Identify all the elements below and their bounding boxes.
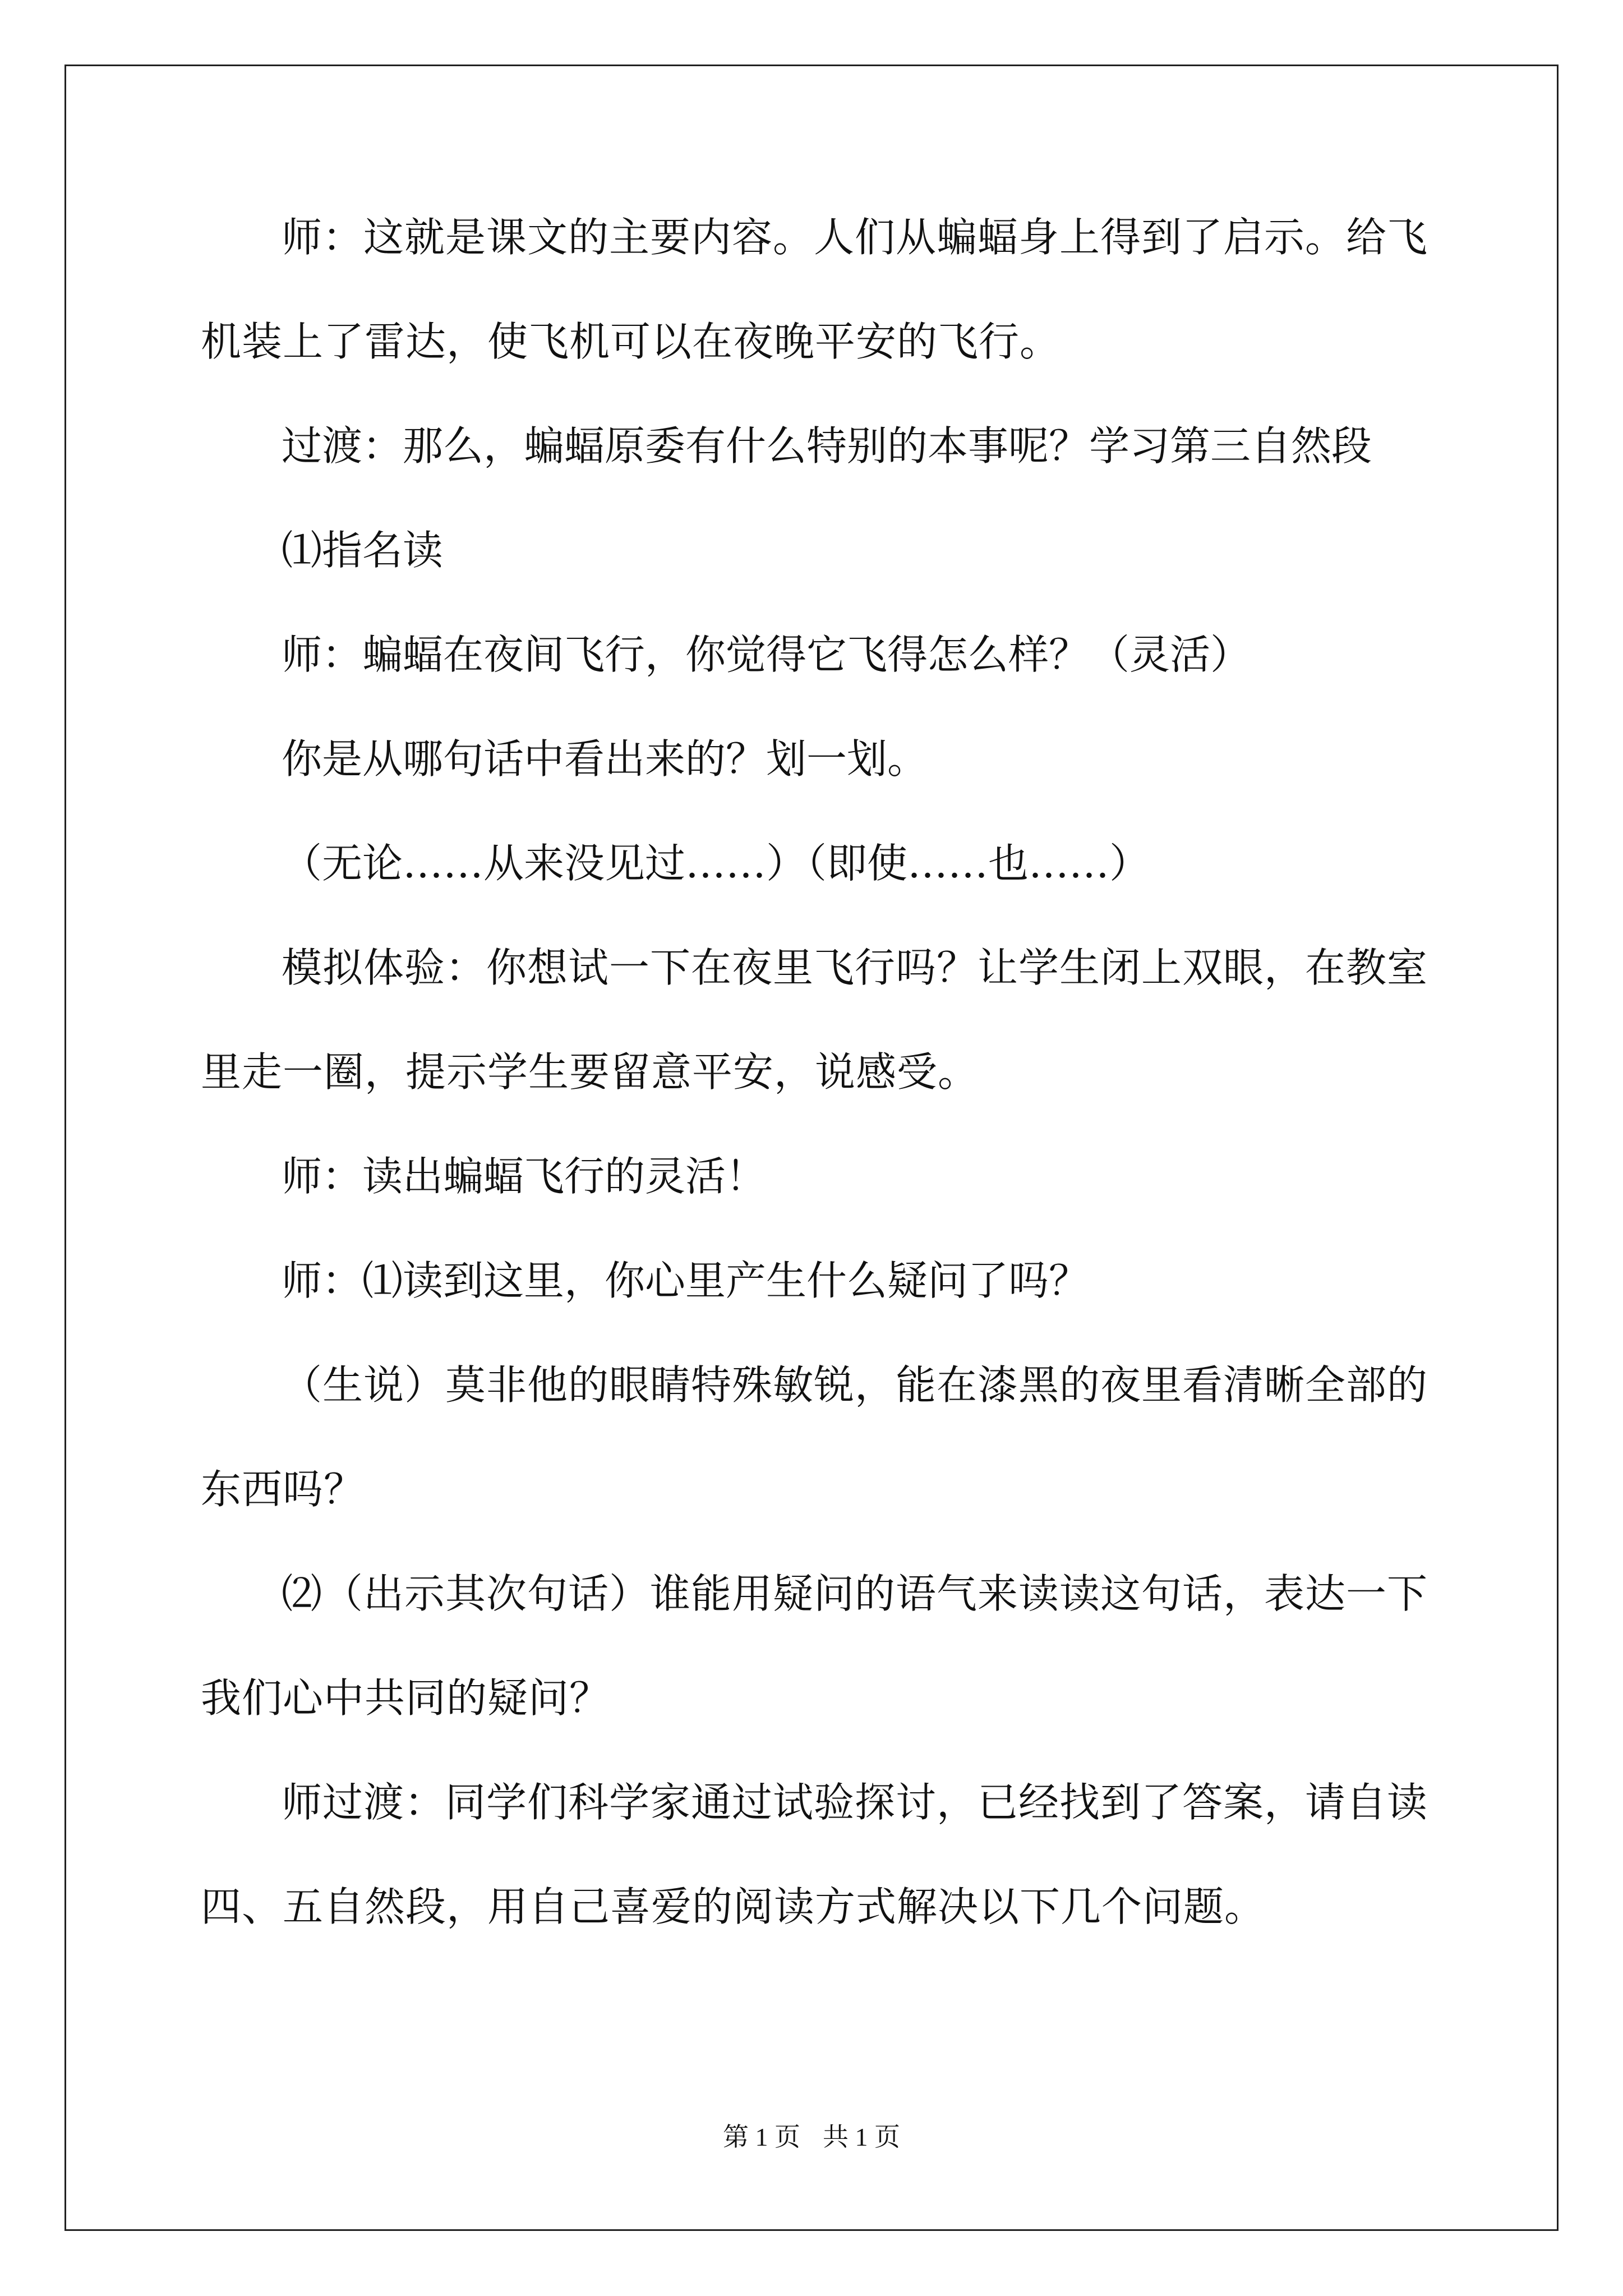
paragraph: 你是从哪句话中看出来的？划一划。 bbox=[282, 735, 928, 783]
paragraph: 模拟体验：你想试一下在夜里飞行吗？让学生闭上双眼，在教室里走一圈，提示学生要留意平安，说感受。 bbox=[201, 944, 1428, 1096]
paragraph: 过渡：那么，蝙蝠原委有什么特别的本事呢？学习第三自然段 bbox=[282, 422, 1372, 470]
paragraph: 师：蝙蝠在夜间飞行，你觉得它飞得怎么样？（灵活） bbox=[282, 631, 1251, 678]
paragraph: （无论……从来没见过……）（即使……也……） bbox=[282, 840, 1150, 887]
paragraph: 师过渡：同学们科学家通过试验探讨，已经找到了答案，请自读四、五自然段，用自己喜爱的阅读方式解决以下几个问题。 bbox=[201, 1779, 1428, 1930]
paragraph: 师：⑴读到这里，你心里产生什么疑问了吗？ bbox=[282, 1257, 1090, 1304]
paragraph: ⑵（出示其次句话）谁能用疑问的语气来读读这句话，表达一下我们心中共同的疑问？ bbox=[201, 1570, 1428, 1722]
page-number: 第 1 页 bbox=[723, 2123, 800, 2151]
paragraph: （生说）莫非他的眼睛特殊敏锐，能在漆黑的夜里看清晰全部的东西吗？ bbox=[201, 1361, 1428, 1513]
paragraph: 师：这就是课文的主要内容。人们从蝙蝠身上得到了启示。给飞机装上了雷达，使飞机可以在夜晚平安的飞行。 bbox=[201, 214, 1428, 365]
paragraph: ⑴指名读 bbox=[282, 527, 444, 574]
page-footer bbox=[0, 2120, 1623, 2154]
paragraph: 师：读出蝙蝠飞行的灵活！ bbox=[282, 1153, 767, 1200]
document-body bbox=[201, 185, 1437, 1959]
page-total: 共 1 页 bbox=[823, 2123, 900, 2151]
